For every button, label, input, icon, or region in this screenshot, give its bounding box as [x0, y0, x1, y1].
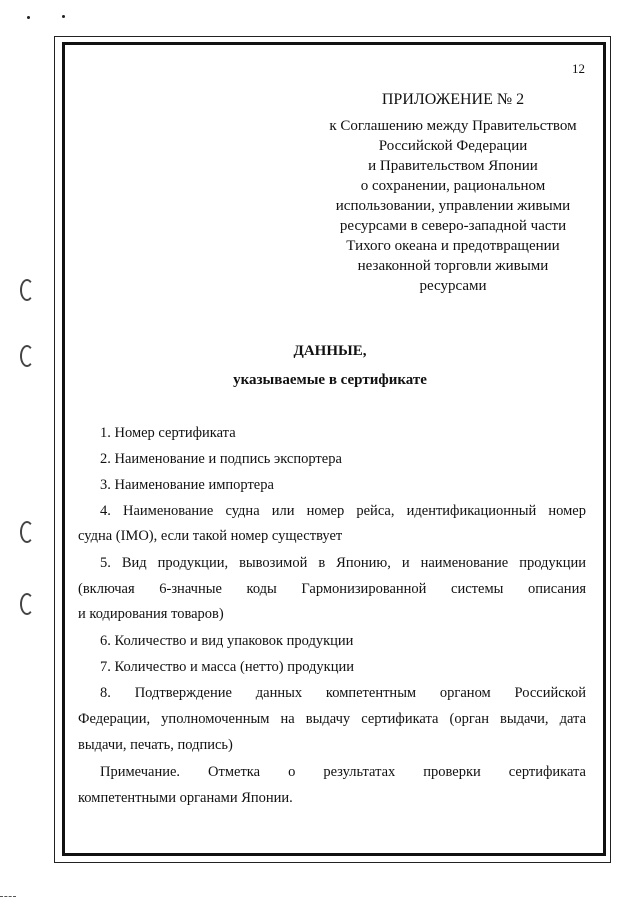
appendix-block: [318, 90, 588, 296]
page-number: 12: [572, 61, 585, 76]
punch-hole: [20, 521, 34, 543]
appendix-line: незаконной торговли живыми: [357, 258, 549, 274]
list-item: 6. Количество и вид упаковок продукции: [100, 633, 354, 649]
appendix-line: ресурсами: [419, 278, 487, 294]
punch-hole: [20, 593, 34, 615]
list-item-continuation: и кодирования товаров): [78, 606, 224, 622]
list-item: 5. Вид продукции, вывозимой в Японию, и наименование продукции: [100, 555, 586, 571]
list-item: 2. Наименование и подпись экспортера: [100, 451, 342, 467]
section-subheading: указываемые в сертификате: [233, 372, 427, 388]
appendix-line: ресурсами в северо-западной части: [339, 218, 567, 234]
punch-hole: [20, 345, 34, 367]
list-item: 4. Наименование судна или номер рейса, идентификационный номер: [100, 503, 586, 519]
section-heading: ДАННЫЕ,: [293, 343, 367, 359]
scan-speck: [27, 16, 30, 19]
list-item-continuation: Федерации, уполномоченным на выдачу сертификата (орган выдачи, дата: [78, 711, 586, 727]
appendix-line: к Соглашению между Правительством: [329, 118, 577, 134]
scan-speck: [62, 15, 65, 18]
list-item-continuation: выдачи, печать, подпись): [78, 737, 233, 753]
list-item-continuation: (включая 6-значные коды Гармонизированной системы описания: [78, 581, 586, 597]
appendix-line: о сохранении, рациональном: [360, 178, 546, 194]
list-item: 8. Подтверждение данных компетентным органом Российской: [100, 685, 586, 701]
appendix-line: Тихого океана и предотвращении: [346, 238, 560, 254]
appendix-title: ПРИЛОЖЕНИЕ № 2: [381, 91, 525, 108]
appendix-line: Российской Федерации: [378, 138, 528, 154]
list-item: 7. Количество и масса (нетто) продукции: [100, 659, 354, 675]
scan-edge-mark: [0, 896, 16, 897]
list-item: 1. Номер сертификата: [100, 425, 236, 441]
list-item-continuation: судна (IMO), если такой номер существует: [78, 528, 343, 544]
punch-hole: [20, 279, 34, 301]
appendix-line: и Правительством Японии: [368, 158, 538, 174]
list-item: 3. Наименование импортера: [100, 477, 274, 493]
note-line-continuation: компетентными органами Японии.: [78, 790, 293, 806]
appendix-line: использовании, управлении живыми: [335, 198, 571, 214]
note-line: Примечание. Отметка о результатах проверки сертификата: [100, 764, 586, 780]
